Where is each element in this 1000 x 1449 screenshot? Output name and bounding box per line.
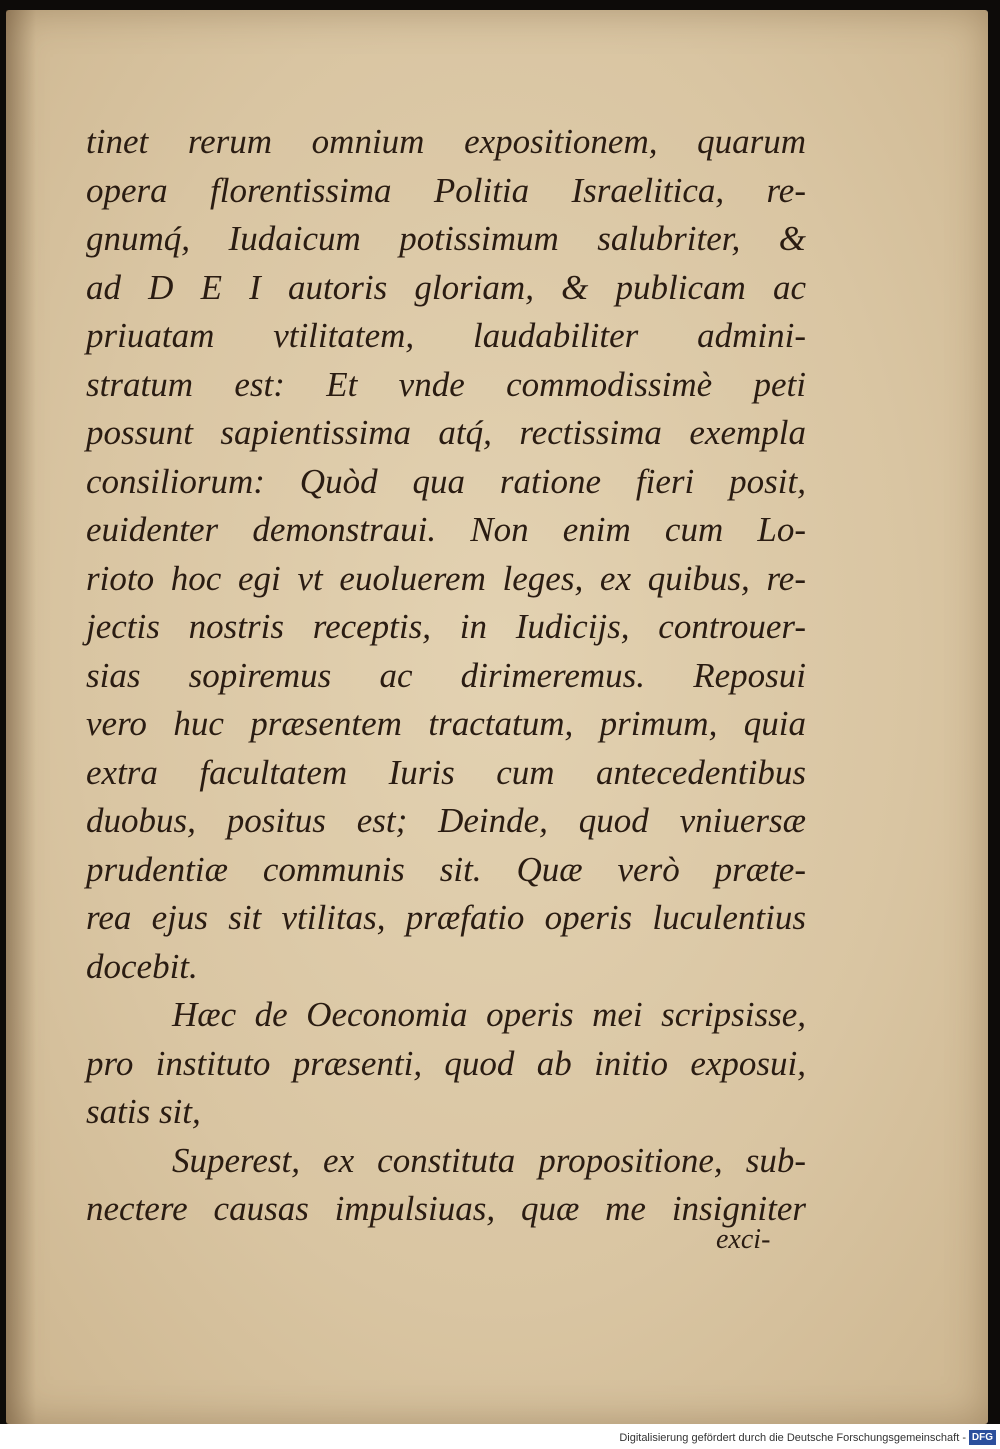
text-line: priuatam vtilitatem, laudabiliter admini- — [86, 316, 806, 355]
page-gutter-shadow — [6, 10, 36, 1424]
body-text — [86, 118, 806, 1234]
text-line: satis sit, — [86, 1092, 201, 1131]
text-line: consiliorum: Quòd qua ratione fieri posit, — [86, 461, 806, 501]
text-line-paragraph-start: Superest, ex constituta propositione, sub- — [172, 1140, 806, 1180]
funding-credit: Digitalisierung gefördert durch die Deutsche Forschungsgemeinschaft - — [619, 1432, 966, 1444]
text-line: gnumq́, Iudaicum potissimum salubriter, & — [86, 219, 806, 258]
text-line: nectere causas impulsiuas, quæ me insigniter — [86, 1189, 806, 1228]
book-page — [6, 10, 988, 1424]
text-line: docebit. — [86, 946, 198, 986]
text-line: sias sopiremus ac dirimeremus. Reposui — [86, 655, 806, 695]
text-line: extra facultatem Iuris cum antecedentibus — [86, 752, 806, 792]
text-line: duobus, positus est; Deinde, quod vniuersæ — [86, 801, 806, 840]
text-line: jectis nostris receptis, in Iudicijs, controuer- — [86, 607, 806, 646]
text-line: euidenter demonstraui. Non enim cum Lo- — [86, 510, 806, 549]
text-line-paragraph-start: Hæc de Oeconomia operis mei scripsisse, — [172, 995, 806, 1034]
digitization-footer — [0, 1424, 1000, 1449]
text-line: ad D E I autoris gloriam, & publicam ac — [86, 267, 806, 307]
text-line: rioto hoc egi vt euoluerem leges, ex quibus, re- — [86, 558, 806, 598]
dfg-logo-icon: DFG — [969, 1430, 996, 1445]
text-line: stratum est: Et vnde commodissimè peti — [86, 364, 806, 404]
text-line: opera florentissima Politia Israelitica, re- — [86, 170, 806, 210]
text-line: possunt sapientissima atq́, rectissima exempla — [86, 413, 806, 452]
text-line: pro instituto præsenti, quod ab initio exposui, — [86, 1043, 806, 1083]
text-line: tinet rerum omnium expositionem, quarum — [86, 122, 806, 161]
text-line: prudentiæ communis sit. Quæ verò præte- — [86, 849, 806, 889]
text-line: vero huc præsentem tractatum, primum, quia — [86, 704, 806, 743]
catchword: exci- — [716, 1224, 771, 1255]
text-line: rea ejus sit vtilitas, præfatio operis luculentius — [86, 898, 806, 937]
